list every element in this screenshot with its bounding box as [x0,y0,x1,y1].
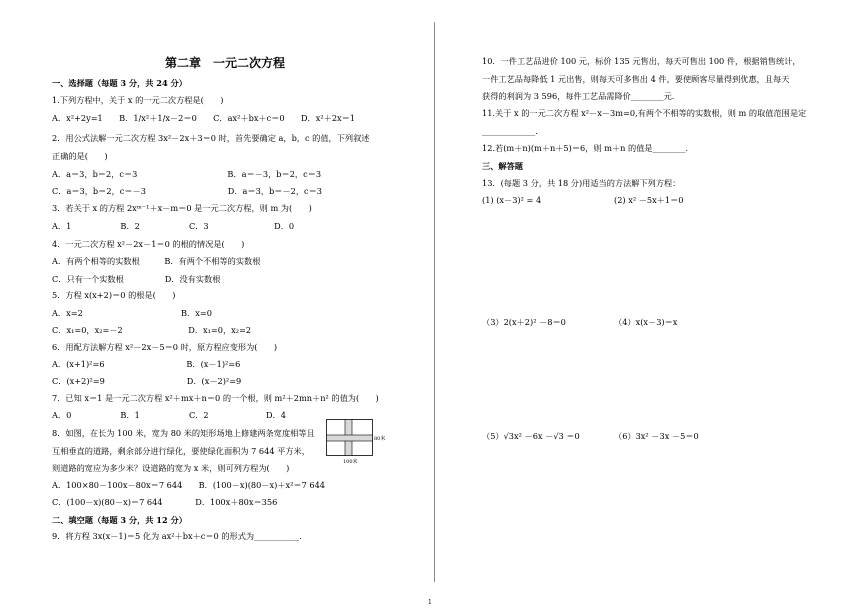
question-line: A．100×80－100x－80x＝7 644 B．(100－x)(80－x)＋x²＝7 644 [52,480,326,490]
road-diagram [326,419,376,461]
question-line: 7．已知 x＝1 是一元二次方程 x²＋mx＋n＝0 的一个根，则 m²＋2mn＋n² 的值为( ) [52,393,379,403]
question-line: C．a＝3，b＝2，c＝－3 D．a＝3，b＝－2，c＝3 [52,186,323,196]
page-number: 1 [428,599,432,606]
question-line: 正确的是( ) [52,151,108,161]
question-line: A．0 B．1 C．2 D．4 [52,410,286,420]
column-divider [434,22,435,582]
subproblem: (2) x² －5x＋1＝0 [614,195,684,205]
question-line: 2．用公式法解一元二次方程 3x²－2x＋3＝0 时，首先要确定 a，b，c 的值，下列叙述 [52,133,370,143]
question-line: 一件工艺品每降低 1 元出售，则每天可多售出 4 件，要使顾客尽量得到优惠，且每天 [482,74,790,84]
question-line: _____________. [482,126,538,136]
question-line: 则道路的宽应为多少米？设道路的宽为 x 米，则可列方程为( ) [52,463,290,473]
question-line: C．x₁=0，x₂=－2 D．x₁=0，x₂=2 [52,325,252,335]
question-line: 3．若关于 x 的方程 2xᵐ⁻¹＋x－m＝0 是一元二次方程，则 m 为( ) [52,203,312,213]
figure-side-label: 80米 [374,436,386,442]
question-line: A．(x+1)²=6 B．(x－1)²=6 [52,359,241,369]
question-line: A．有两个相等的实数根 B．有两个不相等的实数根 [52,256,261,266]
subproblem: (1) (x－3)² = 4 [482,195,542,205]
question-line: 5．方程 x(x+2)＝0 的根是( ) [52,290,176,300]
question-line: 13．(每题 3 分，共 18 分)用适当的方法解下列方程： [482,178,681,188]
figure-bottom-label: 100米 [343,459,358,465]
subproblem: （5）√3x² －6x －√3 ＝0 [482,431,580,441]
question-line: 12.若(m＋n)(m＋n＋5)＝6，则 m＋n 的值是________. [482,143,688,153]
question-line: 9．将方程 3x(x－1)＝5 化为 ax²＋bx＋c＝0 的形式为___________. [52,531,302,541]
question-line: 1.下列方程中，关于 x 的一元二次方程是( ) [52,95,224,105]
question-line: 8．如图，在长为 100 米，宽为 80 米的矩形场地上修建两条宽度相等且 [52,428,315,438]
subproblem: （3）2(x＋2)² －8＝0 [482,317,566,327]
question-line: 4．一元二次方程 x²－2x－1＝0 的根的情况是( ) [52,239,245,249]
question-line: A．a＝3，b＝2，c＝3 B．a＝－3，b＝2，c＝3 [52,169,322,179]
question-line: 获得的利润为 3 596，每件工艺品需降价________元. [482,91,675,101]
question-line: 互相垂直的道路，剩余部分进行绿化，要使绿化面积为 7 644 平方米， [52,446,310,456]
question-line: 11.关于 x 的一元二次方程 x²－x－3m=0,有两个不相等的实数根，则 m 的取值范围是定 [482,108,807,118]
question-line: C．只有一个实数根 D．没有实数根 [52,274,221,284]
question-line: A．x²+2y=1 B．1/x²＋1/x－2＝0 C．ax²＋bx＋c＝0 D．x²＋2x＝1 [52,113,356,123]
subproblem: （4）x(x－3)＝x [614,317,678,327]
question-line: C．(100－x)(80－x)＝7 644 D．100x＋80x＝356 [52,497,278,507]
question-line: 6．用配方法解方程 x²－2x－5＝0 时，原方程应变形为( ) [52,342,278,352]
page-title: 第二章 一元二次方程 [165,56,286,70]
section-heading: 一、选择题（每题 3 分，共 24 分） [52,78,187,88]
question-line: 10．一件工艺品进价 100 元，标价 135 元售出，每天可售出 100 件，根据销售统计， [482,56,801,66]
question-line: A．1 B．2 C．3 D．0 [52,221,295,231]
question-line: A．x=2 B．x=0 [52,308,212,318]
question-line: C．(x+2)²=9 D．(x－2)²=9 [52,376,242,386]
subproblem: （6）3x² －3x －5＝0 [614,431,699,441]
section-heading: 二、填空题（每题 3 分，共 12 分） [52,515,187,525]
section-heading: 三、解答题 [482,161,523,171]
